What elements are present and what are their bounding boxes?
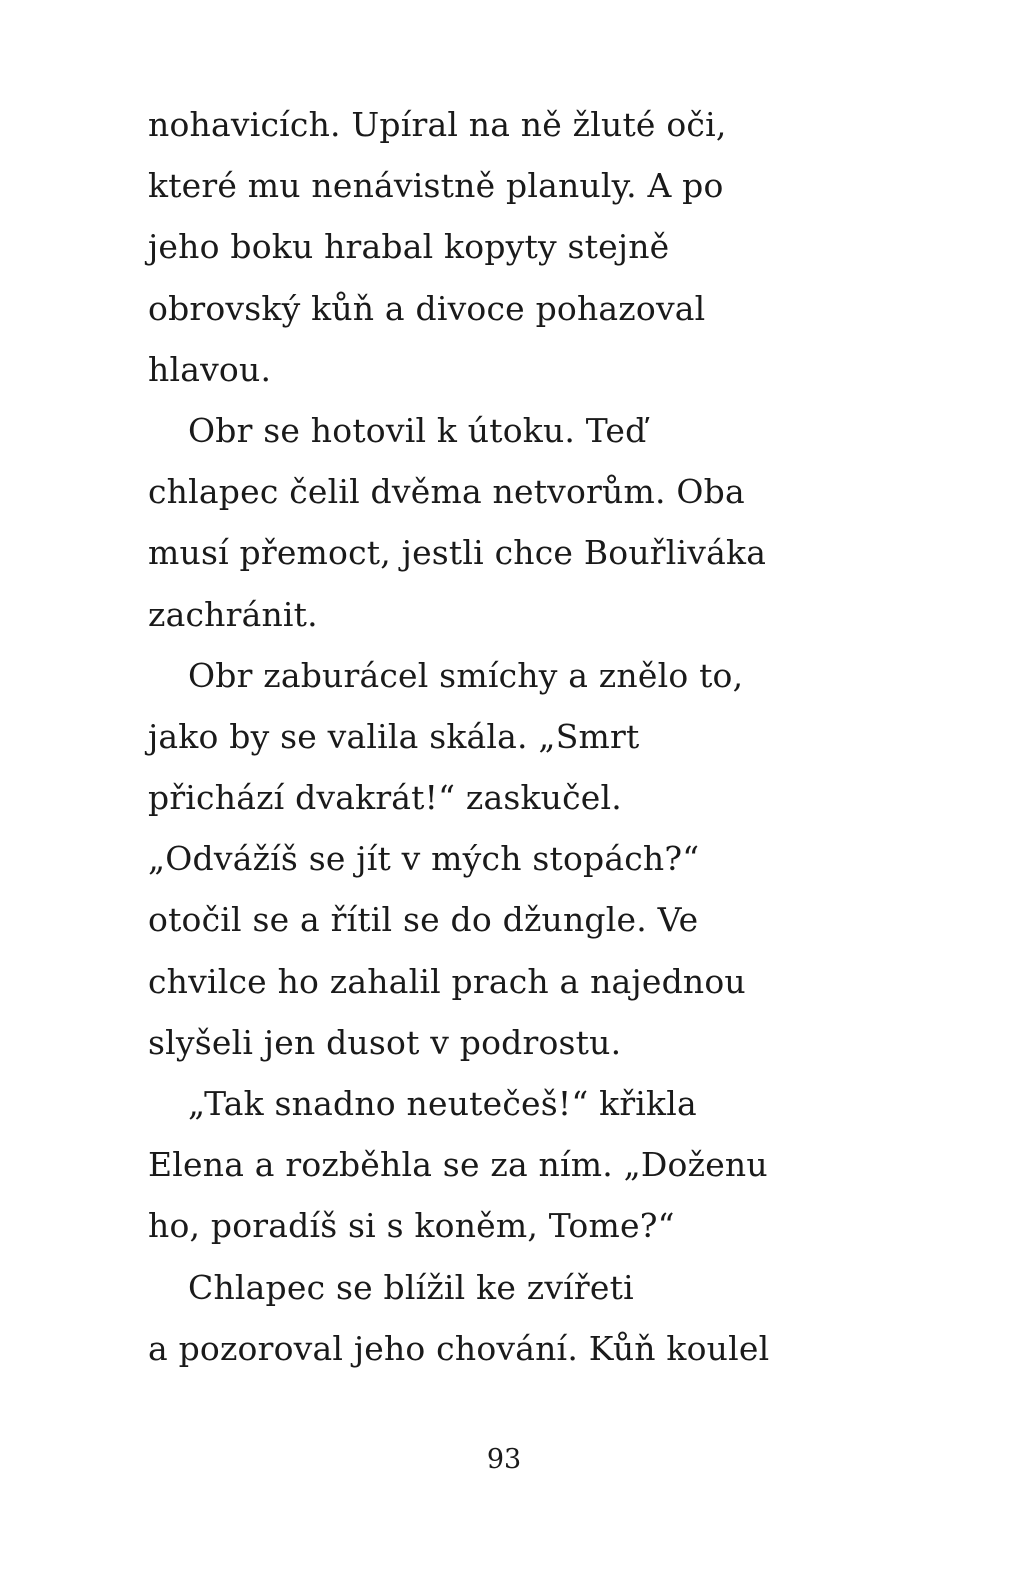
text-line: které mu nenávistně planuly. A po: [148, 166, 724, 206]
text-line: ho, poradíš si s koněm, Tome?“: [148, 1206, 675, 1246]
text-line: zachránit.: [148, 594, 318, 634]
text-line: přichází dvakrát!“ zaskučel.: [148, 778, 622, 818]
text-line: obrovský kůň a divoce pohazoval: [148, 288, 706, 328]
text-line: jeho boku hrabal kopyty stejně: [148, 227, 670, 267]
text-line-paragraph-start: Obr se hotovil k útoku. Teď: [188, 410, 647, 450]
text-line: hlavou.: [148, 349, 272, 389]
text-line: nohavicích. Upíral na ně žluté oči,: [148, 105, 727, 144]
text-line: Elena a rozběhla se za ním. „Doženu: [148, 1145, 768, 1185]
page-number: 93: [486, 1444, 522, 1475]
text-line: otočil se a řítil se do džungle. Ve: [148, 900, 699, 940]
text-line: chlapec čelil dvěma netvorům. Oba: [148, 472, 745, 512]
text-line-paragraph-start: „Tak snadno neutečeš!“ křikla: [188, 1084, 697, 1123]
text-line: jako by se valila skála. „Smrt: [148, 716, 640, 756]
text-line: chvilce ho zahalil prach a najednou: [148, 961, 746, 1001]
text-line: a pozoroval jeho chování. Kůň koulel: [148, 1328, 770, 1368]
text-line-paragraph-start: Obr zaburácel smíchy a znělo to,: [188, 655, 744, 695]
text-line: slyšeli jen dusot v podrostu.: [148, 1022, 622, 1062]
text-line: „Odvážíš se jít v mých stopách?“: [148, 839, 700, 879]
body-text: [148, 94, 888, 1379]
text-line-paragraph-start: Chlapec se blížil ke zvířeti: [188, 1267, 634, 1307]
text-line: musí přemoct, jestli chce Bouřliváka: [148, 533, 767, 573]
